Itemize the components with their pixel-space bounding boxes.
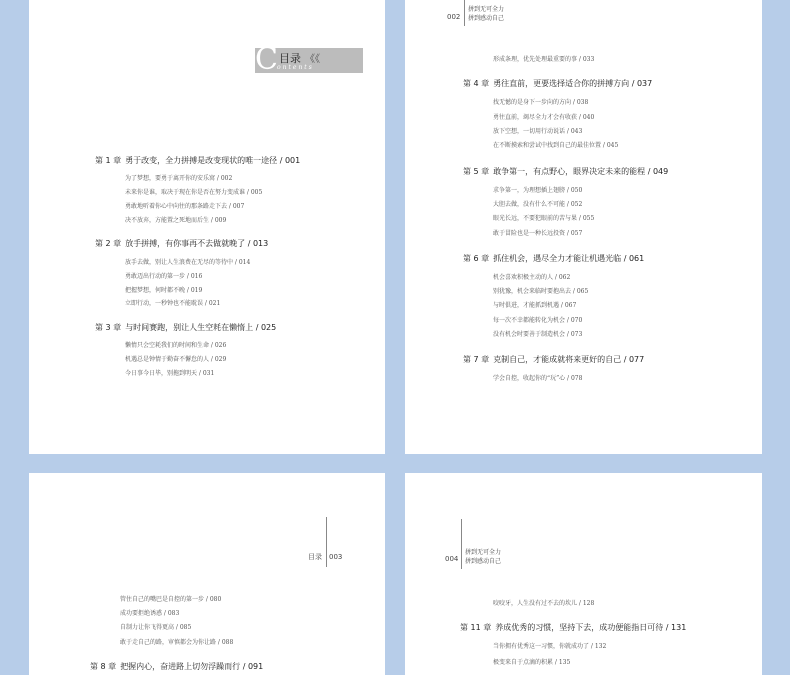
toc-item[interactable]: 自制力让你飞得更高 / 085 <box>120 624 192 631</box>
page-number: 003 <box>329 553 343 561</box>
header-subtitle: ontents <box>277 64 314 71</box>
toc-item[interactable]: 敢于冒险也是一种长远投资 / 057 <box>493 230 583 237</box>
toc-item[interactable]: 眼光长远，不要犯眼前的苦与果 / 055 <box>493 215 595 222</box>
running-header-line2: 拼到感动自己 <box>465 558 502 565</box>
running-header-line2: 拼到感动自己 <box>468 15 505 22</box>
toc-item[interactable]: 极变来自于点滴的积累 / 135 <box>493 659 571 666</box>
header-divider <box>326 517 327 567</box>
toc-page-3 <box>29 473 385 675</box>
toc-item[interactable]: 勇敢迈出行动的第一步 / 016 <box>125 273 203 280</box>
toc-item[interactable]: 放手去做，别让人生浪费在无尽的等待中 / 014 <box>125 259 251 266</box>
header-divider <box>461 519 462 569</box>
running-header-line1: 拼到无可全力 <box>465 549 502 556</box>
toc-item[interactable]: 勇往直前，竭尽全力才会有收获 / 040 <box>493 114 595 121</box>
toc-item[interactable]: 没有机会时要善于制造机会 / 073 <box>493 331 583 338</box>
page-number: 002 <box>447 13 461 21</box>
toc-item[interactable]: 机遇总是钟情于勤奋不懈怠的人 / 029 <box>125 356 227 363</box>
toc-page-2 <box>405 0 762 454</box>
toc-item[interactable]: 别犹豫，机会来临时要抱出去 / 065 <box>493 288 589 295</box>
running-header-line1: 拼到无可全力 <box>468 6 505 13</box>
toc-item[interactable]: 懒惰只会空耗我们的时间和生命 / 026 <box>125 342 227 349</box>
toc-item[interactable]: 为了梦想，要勇于离开你的安乐窝 / 002 <box>125 175 233 182</box>
toc-item[interactable]: 未来你是谁，取决于现在你是否在努力变成谁 / 005 <box>125 189 263 196</box>
chapter-heading[interactable]: 第 8 章 把握内心，奋进路上切勿浮躁而行 / 091 <box>90 662 264 671</box>
chapter-heading[interactable]: 第 6 章 抓住机会，遇尽全力才能让机遇光临 / 061 <box>463 254 645 263</box>
header-divider <box>464 0 465 26</box>
toc-item[interactable]: 把握梦想，何时都不晚 / 019 <box>125 287 203 294</box>
toc-item[interactable]: 形成条理，优先处理最重要的事 / 033 <box>493 56 595 63</box>
toc-item[interactable]: 立即行动，一秒钟也不能耽误 / 021 <box>125 300 221 307</box>
toc-item[interactable]: 求争第一，为理想插上翅膀 / 050 <box>493 187 583 194</box>
toc-item[interactable]: 放下空想，一切用行动说话 / 043 <box>493 128 583 135</box>
toc-item[interactable]: 管住自己的嘴巴是自控的第一步 / 080 <box>120 596 222 603</box>
toc-item[interactable]: 每一次不幸都能转化为机会 / 070 <box>493 317 583 324</box>
chapter-heading[interactable]: 第 5 章 敢争第一，有点野心，眼界决定未来的能程 / 049 <box>463 167 669 176</box>
chapter-heading[interactable]: 第 2 章 放手拼搏，有你事再不去做就晚了 / 013 <box>95 239 269 248</box>
toc-item[interactable]: 与时俱进，才能抓到机遇 / 067 <box>493 302 577 309</box>
toc-item[interactable]: 决不放弃，方能置之死地而后生 / 009 <box>125 217 227 224</box>
header-arrows: 《《 <box>305 54 320 65</box>
chapter-heading[interactable]: 第 1 章 勇于改变，全力拼搏是改变现状的唯一途径 / 001 <box>95 156 301 165</box>
toc-item[interactable]: 当你拥有优秀这一习惯，你就成功了 / 132 <box>493 643 607 650</box>
toc-item[interactable]: 大胆去做，没有什么不可能 / 052 <box>493 201 583 208</box>
toc-item[interactable]: 在不断摸索和尝试中找到自己的最佳位置 / 045 <box>493 142 619 149</box>
toc-item[interactable]: 今日事今日毕，别拖到明天 / 031 <box>125 370 215 377</box>
chapter-heading[interactable]: 第 3 章 与时间赛跑，别让人生空耗在懒惰上 / 025 <box>95 323 277 332</box>
toc-page-4 <box>405 473 762 675</box>
toc-item[interactable]: 勇敢地听着你心中向往的那条路走下去 / 007 <box>125 203 245 210</box>
toc-item[interactable]: 找无憾的是身下一步向的方向 / 038 <box>493 99 589 106</box>
toc-item[interactable]: 成功要拒绝诱惑 / 083 <box>120 610 180 617</box>
toc-item[interactable]: 咬咬牙，人生没有过不去的坎儿 / 128 <box>493 600 595 607</box>
running-header-label: 目录 <box>308 553 322 561</box>
toc-header <box>255 42 363 77</box>
chapter-heading[interactable]: 第 11 章 养成优秀的习惯，坚持下去，成功便能指日可待 / 131 <box>460 623 687 632</box>
page-number: 004 <box>445 555 459 563</box>
toc-page-1 <box>29 0 385 454</box>
toc-item[interactable]: 机会喜欢积极主动的人 / 062 <box>493 274 571 281</box>
chapter-heading[interactable]: 第 4 章 勇往直前，更要选择适合你的拼搏方向 / 037 <box>463 79 653 88</box>
toc-item[interactable]: 学会自控，收起你的“玩”心 / 078 <box>493 375 583 382</box>
chapter-heading[interactable]: 第 7 章 克制自己，才能成就将来更好的自己 / 077 <box>463 355 645 364</box>
toc-item[interactable]: 敢于走自己的路，审慎都会为你让路 / 088 <box>120 639 234 646</box>
header-letter: C <box>255 42 278 77</box>
header-title: 目录 <box>279 52 301 65</box>
